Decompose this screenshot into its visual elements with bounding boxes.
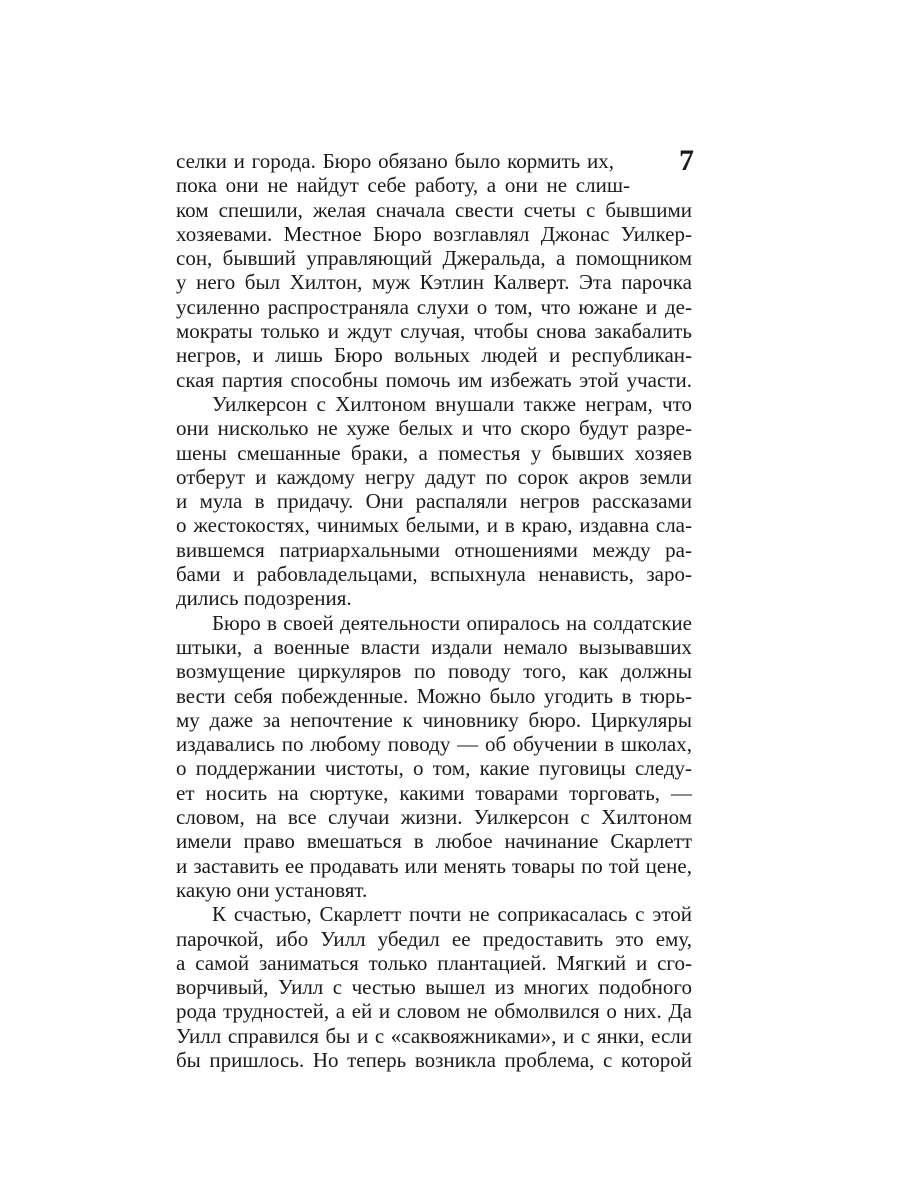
text-line: ворчивый, Уилл с честью вышел из многих подобного <box>176 975 692 1000</box>
text-line: и мула в придачу. Они распаляли негров рассказами <box>176 489 692 514</box>
text-line: негров, и лишь Бюро вольных людей и республикан- <box>176 343 692 368</box>
text-line: ком спешили, желая сначала свести счеты с бывшими <box>176 197 692 222</box>
text-line: о поддержании чистоты, о том, какие пуговицы следу- <box>176 756 692 781</box>
text-line: ская партия способны помочь им избежать этой участи. <box>176 367 692 392</box>
text-line: шены смешанные браки, а поместья у бывших хозяев <box>176 440 692 465</box>
paragraph-last-line: дились подозрения. <box>176 586 352 611</box>
page-number: 7 <box>679 144 694 177</box>
text-line: вести себя побежденные. Можно было угодить в тюрь- <box>176 683 692 708</box>
text-line: о жестокостях, чинимых белыми, и в краю, издавна сла- <box>176 513 692 538</box>
text-line: пока они не найдут себе работу, а они не слиш- <box>176 173 630 198</box>
text-line: бы пришлось. Но теперь возникла проблема, с которой <box>176 1047 692 1072</box>
text-line: они нисколько не хуже белых и что скоро будут разре- <box>176 416 692 441</box>
text-line: имели право вмешаться в любое начинание Скарлетт <box>176 829 692 854</box>
text-line: отберут и каждому негру дадут по сорок акров земли <box>176 464 692 489</box>
text-line: вившемся патриархальными отношениями между ра- <box>176 537 692 562</box>
text-line: штыки, а военные власти издали немало вызывавших <box>176 634 692 659</box>
text-line: а самой заниматься только плантацией. Мягкий и сго- <box>176 950 692 975</box>
paragraph-first-line: Бюро в своей деятельности опиралось на солдатские <box>212 610 692 635</box>
text-line: мократы только и ждут случая, чтобы снова закабалить <box>176 319 692 344</box>
text-line: рода трудностей, а ей и словом не обмолвился о них. Да <box>176 999 692 1024</box>
text-line: и заставить ее продавать или менять товары по той цене, <box>176 853 692 878</box>
text-line: бами и рабовладельцами, вспыхнула ненависть, заро- <box>176 562 692 587</box>
text-line: возмущение циркуляров по поводу того, как должны <box>176 659 692 684</box>
text-line: ет носить на сюртуке, какими товарами торговать, — <box>176 780 692 805</box>
text-line: усиленно распространяла слухи о том, что южане и де- <box>176 294 692 319</box>
text-line: словом, на все случаи жизни. Уилкерсон с Хилтоном <box>176 805 692 830</box>
paragraph-first-line: Уилкерсон с Хилтоном внушали также неграм, что <box>212 391 692 416</box>
paragraph-last-line: какую они установят. <box>176 877 368 902</box>
text-line: у него был Хилтон, муж Кэтлин Калверт. Эта парочка <box>176 270 692 295</box>
text-line: селки и города. Бюро обязано было кормить их, <box>176 149 614 173</box>
text-line: сон, бывший управляющий Джеральда, а помощником <box>176 246 692 271</box>
text-line: Уилл справился бы и с «саквояжниками», и с янки, если <box>176 1023 692 1048</box>
text-line: парочкой, ибо Уилл убедил ее предоставить это ему, <box>176 926 692 951</box>
paragraph-first-line: К счастью, Скарлетт почти не соприкасалась с этой <box>212 902 692 927</box>
text-line: издавались по любому поводу — об обучении в школах, <box>176 732 692 757</box>
body-text <box>176 149 692 1072</box>
text-line: хозяевами. Местное Бюро возглавлял Джонас Уилкер- <box>176 221 692 246</box>
text-line: му даже за непочтение к чиновнику бюро. Циркуляры <box>176 707 692 732</box>
